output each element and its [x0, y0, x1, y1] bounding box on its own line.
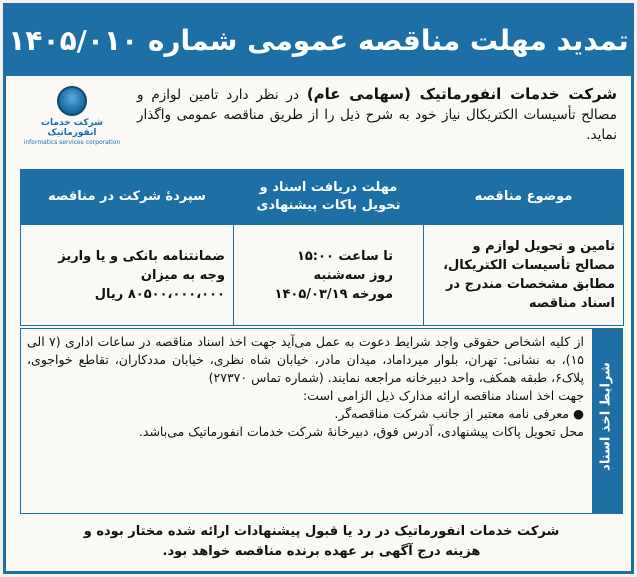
notice-frame: [3, 3, 634, 574]
logo-name: شرکت خدمات انفورماتیک: [40, 118, 104, 138]
deadline-date: مورخه ۱۴۰۵/۰۳/۱۹: [274, 286, 393, 302]
header-subject: موضوع مناقصه: [424, 170, 624, 225]
company-logo: [16, 86, 128, 144]
footer-note: [20, 516, 623, 568]
globe-icon: [57, 86, 87, 116]
intro-paragraph: [137, 84, 617, 145]
cell-subject: تامین و تحویل لوازم و مصالح تأسیسات الکتریکال، مطابق مشخصات مندرج در اسناد مناقصه: [424, 225, 624, 326]
cell-deadline: [234, 225, 424, 326]
notice-title: تمدید مهلت مناقصه عمومی شماره ۱۴۰۵/۰۱۰: [6, 6, 631, 76]
footer-line-2: هزینه درج آگهی بر عهده برنده مناقصه خواهد بود.: [162, 544, 481, 559]
header-deposit: سپردهٔ شرکت در مناقصه: [21, 170, 234, 225]
deposit-text: ضمانتنامه بانکی و یا واریز وجه به میزان: [58, 248, 225, 283]
cell-deposit: [21, 225, 234, 326]
intro-text: در نظر دارد تامین لوازم و مصالح تأسیسات الکتریکال نیاز خود به شرح ذیل را از طریق مناقصه عمومی واگذار نماید.: [137, 87, 617, 143]
bullet-text: معرفی نامه معتبر از جانب شرکت مناقصه‌گر.: [334, 406, 570, 421]
conditions-para-3: محل تحویل پاکات پیشنهادی، آدرس فوق، دبیرخانهٔ شرکت خدمات انفورماتیک می‌باشد.: [138, 424, 584, 439]
header-deadline: مهلت دریافت اسناد و تحویل پاکات پیشنهادی: [234, 170, 424, 225]
table-row: [21, 225, 624, 326]
conditions-para-2: جهت اخذ اسناد مناقصه ارائه مدارک ذیل الزامی است:: [302, 388, 584, 403]
conditions-para-1: از کلیه اشخاص حقوقی واجد شرایط دعوت به عمل می‌آید جهت اخذ اسناد مناقصه در ساعات اداری (۷ الی ۱۵)، به نشانی: تهران، بلوار میرداماد، میدان مادر، خیابان شاه نظری، خیابان مددکاران، تقاطع خواجوی، پلاک۶، طبقه همکف، واحد دبیرخانه مراجعه نمایند. (شماره تماس ۲۷۳۷۰): [27, 334, 584, 385]
conditions-bullet-1: [27, 405, 584, 423]
footer-line-1: شرکت خدمات انفورماتیک در رد یا قبول پیشنهادات ارائه شده مختار بوده و: [83, 524, 560, 539]
conditions-label: شرایط اخذ اسناد: [598, 362, 614, 471]
tender-table: [20, 169, 624, 326]
deadline-time: تا ساعت ۱۵:۰۰: [296, 248, 393, 264]
conditions-label-bar: [592, 329, 622, 513]
conditions-body: [27, 333, 584, 441]
logo-subtitle: informatics services corporation: [23, 139, 121, 146]
conditions-box: [20, 328, 623, 514]
deadline-day: روز سه‌شنبه: [313, 267, 393, 283]
deposit-amount: ۸۰۵۰۰،۰۰۰،۰۰۰ ریال: [94, 286, 225, 302]
table-header-row: [21, 170, 624, 225]
intro-company: شرکت خدمات انفورماتیک (سهامی عام): [306, 85, 618, 103]
